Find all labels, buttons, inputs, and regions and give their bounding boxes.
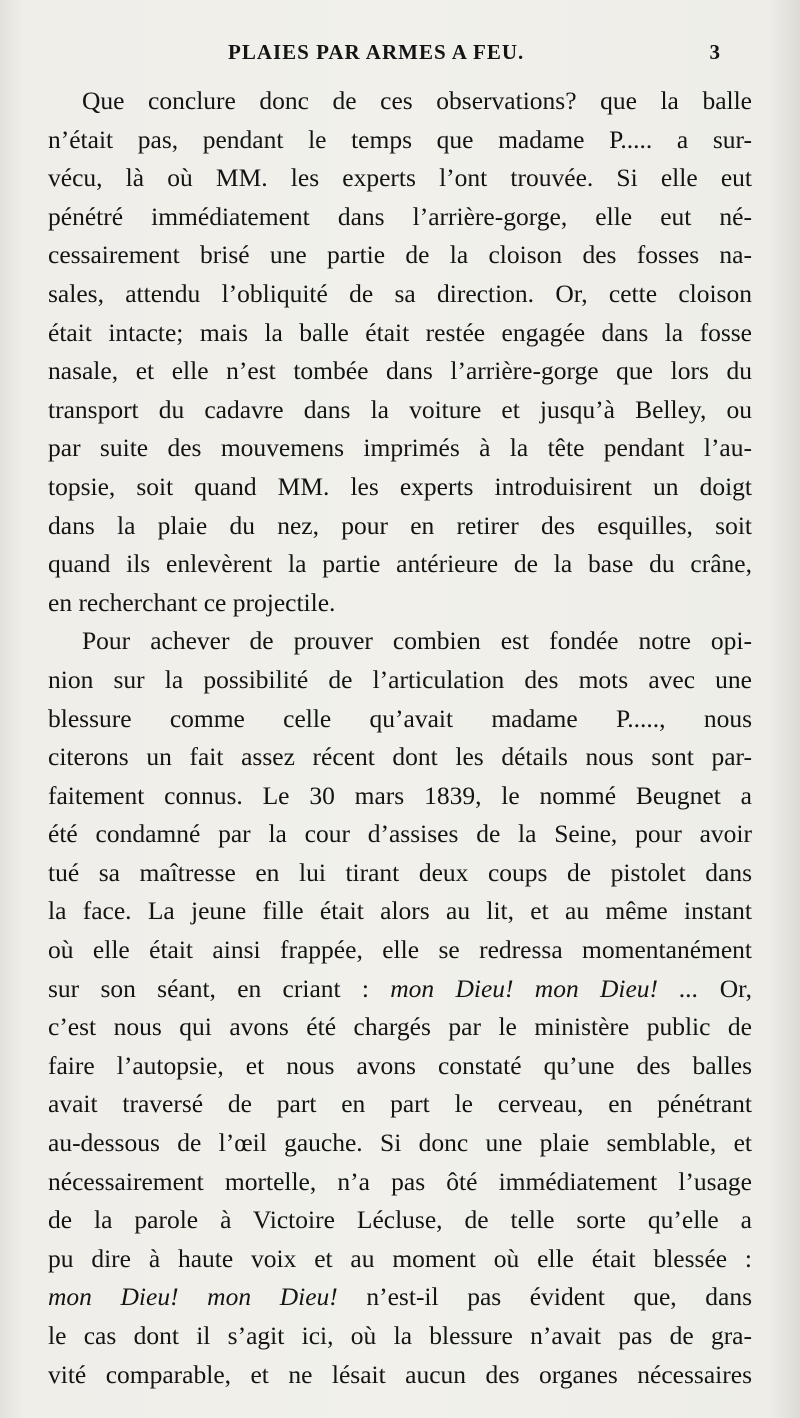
text-line: nion sur la possibilité de l’articulation des mots avec une: [48, 664, 752, 694]
running-head: PLAIES PAR ARMES A FEU.: [228, 40, 525, 64]
text-line: n’était pas, pendant le temps que madame P..... a sur-: [48, 124, 752, 154]
text-line: topsie, soit quand MM. les experts introduisirent un doigt: [48, 471, 752, 501]
page-number: 3: [709, 40, 720, 64]
text-line: tué sa maîtresse en lui tirant deux coups de pistolet dans: [48, 857, 752, 887]
text-line: au-dessous de l’œil gauche. Si donc une plaie semblable, et: [48, 1128, 752, 1158]
text-line: faire l’autopsie, et nous avons constaté qu’une des balles: [48, 1050, 752, 1080]
text-line: citerons un fait assez récent dont les détails nous sont par-: [48, 742, 752, 772]
text-line: le cas dont il s’agit ici, où la blessure n’avait pas de gra-: [48, 1321, 752, 1350]
text-line: blessure comme celle qu’avait madame P....., nous: [48, 703, 752, 733]
text-line: faitement connus. Le 30 mars 1839, le nommé Beugnet a: [48, 780, 752, 810]
text-line: Pour achever de prouver combien est fondée notre opi-: [82, 626, 752, 656]
text-line: c’est nous qui avons été chargés par le ministère public de: [48, 1012, 752, 1042]
text-line: [48, 1278, 752, 1317]
text-line: [48, 970, 752, 1009]
text-line: vité comparable, et ne lésait aucun des organes nécessaires: [48, 1359, 752, 1389]
text-line: où elle était ainsi frappée, elle se redressa momentanément: [48, 935, 752, 965]
body-text: [48, 82, 752, 1394]
text-line: de la parole à Victoire Lécluse, de telle sorte qu’elle a: [48, 1205, 752, 1235]
text-line: avait traversé de part en part le cerveau, en pénétrant: [48, 1089, 752, 1119]
text-line: transport du cadavre dans la voiture et jusqu’à Belley, ou: [48, 394, 752, 424]
italic-exclamation: mon Dieu! mon Dieu!: [48, 1282, 338, 1312]
text-line: été condamné par la cour d’assises de la Seine, pour avoir: [48, 819, 752, 849]
text-fragment: n’est-il pas évident que, dans: [366, 1282, 753, 1312]
text-line: par suite des mouvemens imprimés à la tête pendant l’au-: [48, 433, 752, 463]
text-line: nécessairement mortelle, n’a pas ôté immédiatement l’usage: [48, 1166, 752, 1196]
text-fragment: Or,: [719, 973, 752, 1003]
text-line: dans la plaie du nez, pour en retirer des esquilles, soit: [48, 510, 752, 540]
text-line: sales, attendu l’obliquité de sa direction. Or, cette cloison: [48, 278, 752, 308]
text-line: nasale, et elle n’est tombée dans l’arrière-gorge que lors du: [48, 356, 752, 386]
page-header: [0, 40, 800, 76]
text-line: était intacte; mais la balle était restée engagée dans la fosse: [48, 317, 752, 347]
text-line: pu dire à haute voix et au moment où elle était blessée :: [48, 1243, 752, 1273]
italic-exclamation: mon Dieu! mon Dieu! ...: [390, 973, 699, 1003]
text-line: en recherchant ce projectile.: [48, 587, 336, 617]
text-fragment: sur son séant, en criant :: [48, 973, 369, 1003]
text-line: la face. La jeune fille était alors au lit, et au même instant: [48, 896, 752, 926]
text-line: cessairement brisé une partie de la cloison des fosses na-: [48, 240, 752, 270]
text-line: pénétré immédiatement dans l’arrière-gorge, elle eut né-: [48, 201, 752, 231]
text-line: quand ils enlevèrent la partie antérieure de la base du crâne,: [48, 549, 752, 579]
text-line: Que conclure donc de ces observations? que la balle: [82, 86, 752, 115]
text-line: vécu, là où MM. les experts l’ont trouvée. Si elle eut: [48, 163, 752, 193]
